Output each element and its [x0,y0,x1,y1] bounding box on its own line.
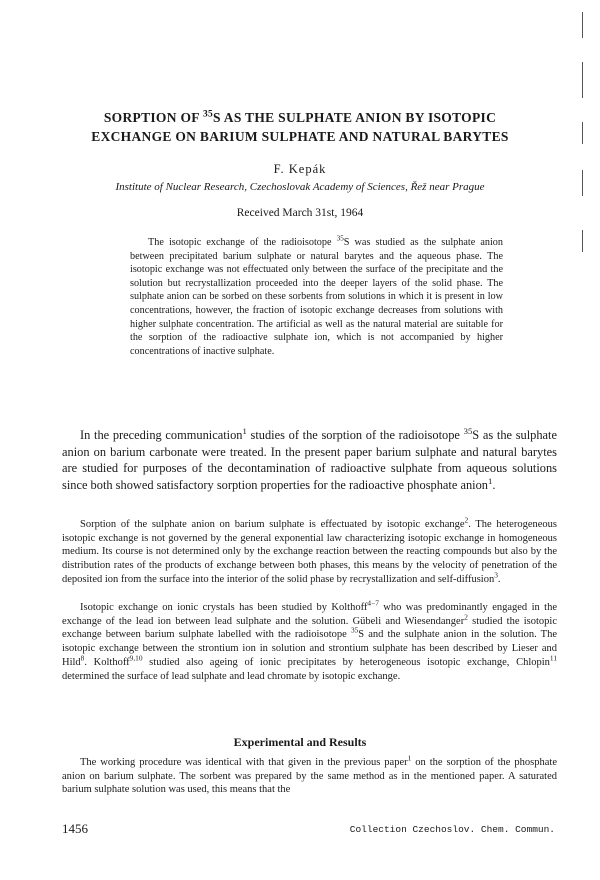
title-text: S AS THE SULPHATE ANION BY ISOTOPIC [213,110,497,125]
body-text: . [492,477,496,492]
paper-title [60,108,540,146]
body-text: studied also ageing of ionic precipitates by heterogeneous isotopic exchange, Chlopin [142,656,550,668]
body-text: Isotopic exchange on ionic crystals has been studied by Kolthoff [80,602,368,613]
body-paragraph [62,515,557,587]
scan-edge-mark [582,230,583,252]
citation-ref: 2 [464,612,468,622]
body-text: . [497,573,501,585]
body-paragraph [62,598,557,683]
title-line-2: EXCHANGE ON BARIUM SULPHATE AND NATURAL BARYTES [91,129,509,144]
scan-edge-mark [582,122,583,144]
body-text: S as the sulphate anion on barium carbonate were treated. In the present paper barium sulphate and natural barytes are studied for purposes of the decontamination of radioactive sulphate from aqueous solutions since both showed satisfactory sorption properties for the radioactive phosphate anion [62,428,558,492]
author-affiliation: Institute of Nuclear Research, Czechoslovak Academy of Sciences, Řež near Prague [115,181,485,193]
journal-name: Collection Czechoslov. Chem. Commun. [349,824,555,835]
isotope-superscript: 35 [350,625,359,635]
citation-ref: 1 [487,475,493,486]
title-text: SORPTION OF [103,110,203,125]
citation-ref: 2 [464,515,469,525]
abstract-text: The isotopic exchange of the radioisotope [148,237,337,248]
section-heading: Experimental and Results [233,735,367,749]
body-text: . Kolthoff [84,656,130,668]
body-paragraph [62,753,557,797]
citation-ref: 11 [549,653,557,663]
citation-ref: 1 [242,425,247,436]
body-text: In the preceding communication [80,428,243,442]
title-superscript: 35 [202,109,214,120]
body-text: studies of the sorption of the radioisotope [246,428,464,442]
author-name: F. Kepák [273,162,327,176]
citation-ref: 8 [80,653,85,663]
scan-edge-mark [582,12,583,38]
citation-ref: 3 [494,570,498,580]
title-line-1 [60,108,540,127]
citation-ref: 1 [407,753,412,763]
scan-edge-mark [582,170,583,196]
isotope-superscript: 35 [463,425,473,436]
body-text: Sorption of the sulphate anion on barium sulphate is effectuated by isotopic exchange [80,519,465,530]
isotope-superscript: 35 [336,234,344,243]
body-text: who was predominantly engaged in the exchange of the lead ion between lead sulphate and the solution. Gübeli and Wiesendanger [62,602,557,627]
abstract-text: S was studied as the sulphate anion between precipitated barium sulphate or natural barytes and the aqueous phase. The isotopic exchange was not effectuated only between the surface of the precipitate and the solution but recrystallization proceeded into the deeper layers of the solid phase. The sulphate anion can be sorbed on these sorbents from solutions in which it is present in low concentrations, however, the fraction of isotopic exchange decreases from solutions with higher sulphate concentration. The artificial as well as the natural material are suitable for the sorption of the radioactive sulphate ion, which is not accompanied by higher concentrations of inactive sulphate. [130,237,503,357]
body-text: determined the surface of lead sulphate and lead chromate by isotopic exchange. [62,670,401,682]
body-text: The working procedure was identical with that given in the previous paper [80,757,408,768]
body-text: . The heterogeneous isotopic exchange is not governed by the general exponential law characterizing isotopic exchange in homogeneous medium. Its course is not determined only by the exchange reaction between the reacting compounds but also by the distribution rates of the products of exchange between both phases, this means by the velocity of penetration of the deposited ion from the surface into the interior of the solid phase by recrystallization and self-diffusion [62,519,557,585]
citation-ref: 9,10 [129,653,143,663]
body-text: studied the isotopic exchange between barium sulphate labelled with the radioisotope [62,615,557,641]
page-number: 1456 [62,821,88,836]
body-text: S and the sulphate anion in the solution. The isotopic exchange between the strontium ion in solution and strontium sulphate has been described by Lieser and Hild [62,629,557,668]
received-date: Received March 31st, 1964 [236,207,364,219]
abstract [130,236,503,358]
scan-edge-mark [582,62,583,98]
body-text: on the sorption of the phosphate anion on barium sulphate. The sorbent was prepared by the same method as in the mentioned paper. A saturated barium sulphate solution was used, this means that the [62,757,557,796]
intro-paragraph [62,427,557,493]
citation-ref: 4−7 [367,598,379,608]
